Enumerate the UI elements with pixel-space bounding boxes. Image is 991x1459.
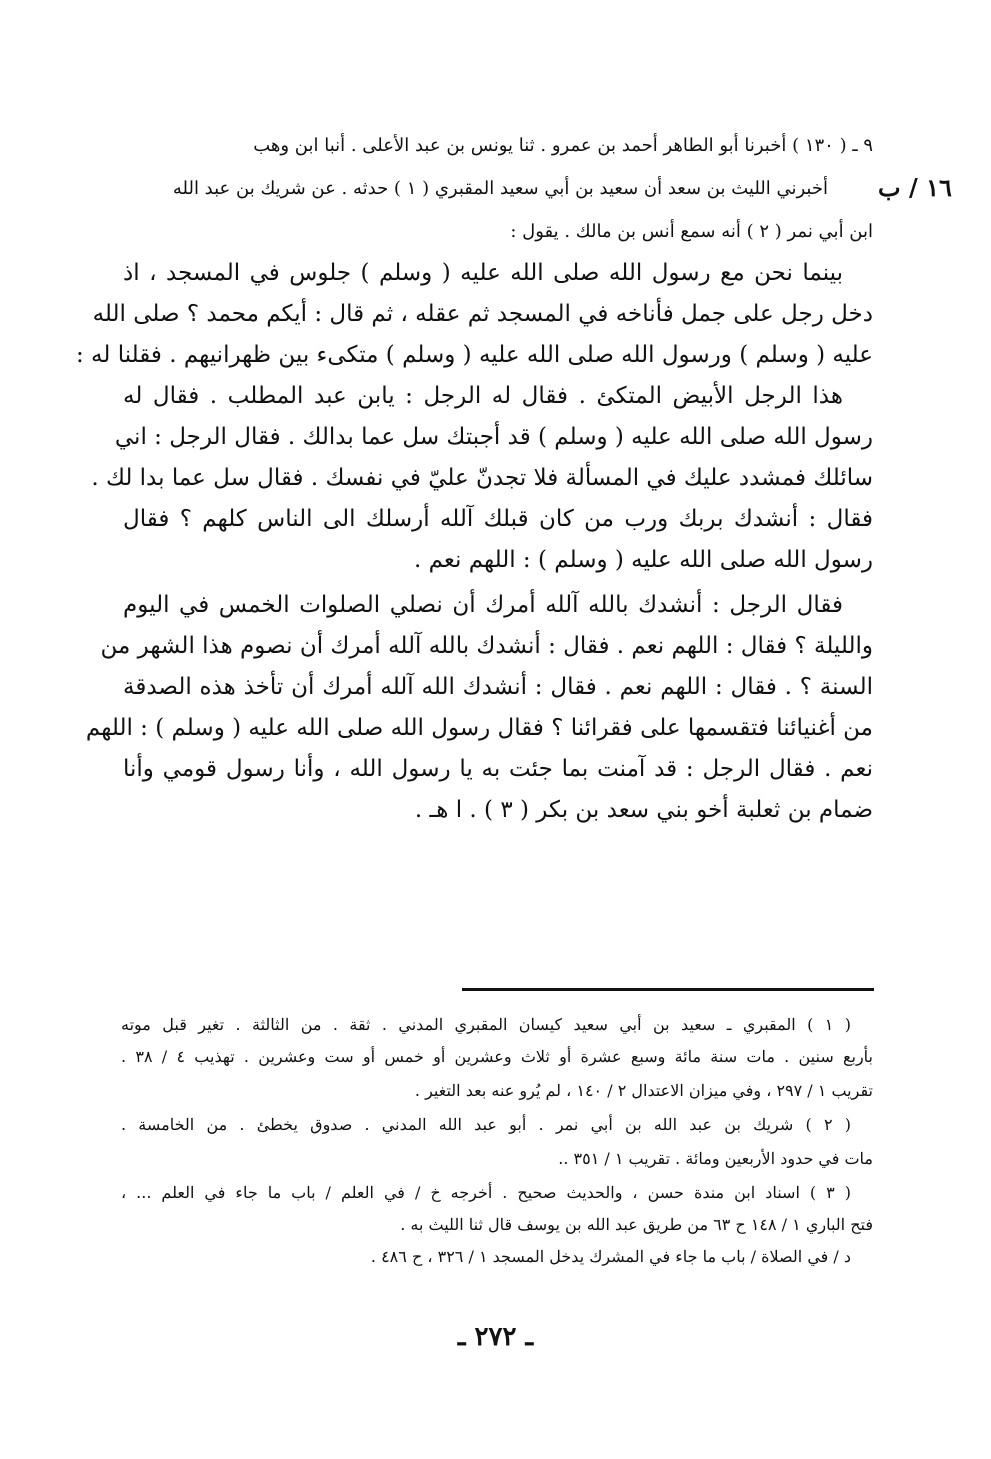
body-line-14: ضمام بن ثعلبة أخو بني سعد بن بكر ( ٣ ) . ا هـ . [414, 797, 873, 823]
body-line-10: والليلة ؟ فقال : اللهم نعم . فقال : أنشدك بالله آلله أمرك أن نصوم هذا الشهر من [100, 633, 873, 659]
isnad-line-3: ابن أبي نمر ( ٢ ) أنه سمع أنس بن مالك . يقول : [510, 221, 873, 242]
footnote-3-line-1: ( ٣ ) اسناد ابن مندة حسن ، والحديث صحيح . أخرجه خ / في العلم / باب ما جاء في العلم ... ، [121, 1183, 851, 1202]
footnote-3-line-2: فتح الباري ١ / ١٤٨ ح ٦٣ من طريق عبد الله بن يوسف قال ثنا الليث به . [400, 1215, 873, 1234]
footnote-2-line-1: ( ٢ ) شريك بن عبد الله بن أبي نمر . أبو عبد الله المدني . صدوق يخطئ . من الخامسة . [121, 1115, 852, 1134]
body-line-8: رسول الله صلى الله عليه ( وسلم ) : اللهم نعم . [413, 547, 873, 573]
footnote-1-line-2: بأربع سنين . مات سنة مائة وسبع عشرة أو ثلاث وعشرين أو خمس أو ست وعشرين . تهذيب ٤ / ٣٨ . [121, 1047, 874, 1066]
body-line-1: بينما نحن مع رسول الله صلى الله عليه ( وسلم ) جلوس في المسجد ، اذ [123, 260, 843, 286]
footnote-1-line-3: تقريب ١ / ٢٩٧ ، وفي ميزان الاعتدال ٢ / ١٤٠ ، لم يُرو عنه بعد التغير . [414, 1081, 873, 1100]
body-line-13: نعم . فقال الرجل : قد آمنت بما جئت به يا رسول الله ، وأنا رسول قومي وأنا [123, 756, 873, 782]
footnote-1-line-1: ( ١ ) المقبري ـ سعيد بن أبي سعيد كيسان المقبري المدني . ثقة . من الثالثة . تغير قبل موته [121, 1015, 851, 1034]
body-line-11: السنة ؟ . فقال : اللهم نعم . فقال : أنشدك الله آلله أمرك أن تأخذ هذه الصدقة [123, 674, 873, 700]
footnote-3-line-3: د / في الصلاة / باب ما جاء في المشرك يدخل المسجد ١ / ٣٢٦ ، ح ٤٨٦ . [370, 1247, 851, 1266]
footnote-2-line-2: مات في حدود الأربعين ومائة . تقريب ١ / ٣٥١ .. [558, 1149, 873, 1168]
body-line-7: فقال : أنشدك بربك ورب من كان قبلك آلله أرسلك الى الناس كلهم ؟ فقال [123, 506, 873, 532]
body-line-4: هذا الرجل الأبيض المتكئ . فقال له الرجل : يابن عبد المطلب . فقال له [123, 383, 843, 409]
page-number: ـ ٢٧٢ ـ [457, 1322, 534, 1352]
body-line-3: عليه ( وسلم ) ورسول الله صلى الله عليه ( وسلم ) متكىء بين ظهرانيهم . فقلنا له : [75, 342, 873, 368]
body-line-9: فقال الرجل : أنشدك بالله آلله أمرك أن نصلي الصلوات الخمس في اليوم [123, 592, 843, 618]
isnad-line-2: أخبرني الليث بن سعد أن سعيد بن أبي سعيد المقبري ( ١ ) حدثه . عن شريك بن عبد الله [172, 178, 828, 199]
body-line-12: من أغنيائنا فتقسمها على فقرائنا ؟ فقال رسول الله صلى الله عليه ( وسلم ) : اللهم [85, 715, 873, 741]
margin-folio-reference: ١٦ / ب [878, 173, 952, 202]
body-line-6: سائلك فمشدد عليك في المسألة فلا تجدنّ عليّ في نفسك . فقال سل عما بدا لك . [91, 465, 873, 491]
isnad-line-1: ٩ ـ ( ١٣٠ ) أخبرنا أبو الطاهر أحمد بن عمرو . ثنا يونس بن عبد الأعلى . أنبا ابن وهب [253, 135, 873, 156]
body-line-5: رسول الله صلى الله عليه ( وسلم ) قد أجبتك سل عما بدالك . فقال الرجل : اني [114, 424, 873, 450]
body-line-2: دخل رجل على جمل فأناخه في المسجد ثم عقله ، ثم قال : أيكم محمد ؟ صلى الله [92, 301, 873, 327]
footnote-separator-rule [462, 988, 874, 991]
